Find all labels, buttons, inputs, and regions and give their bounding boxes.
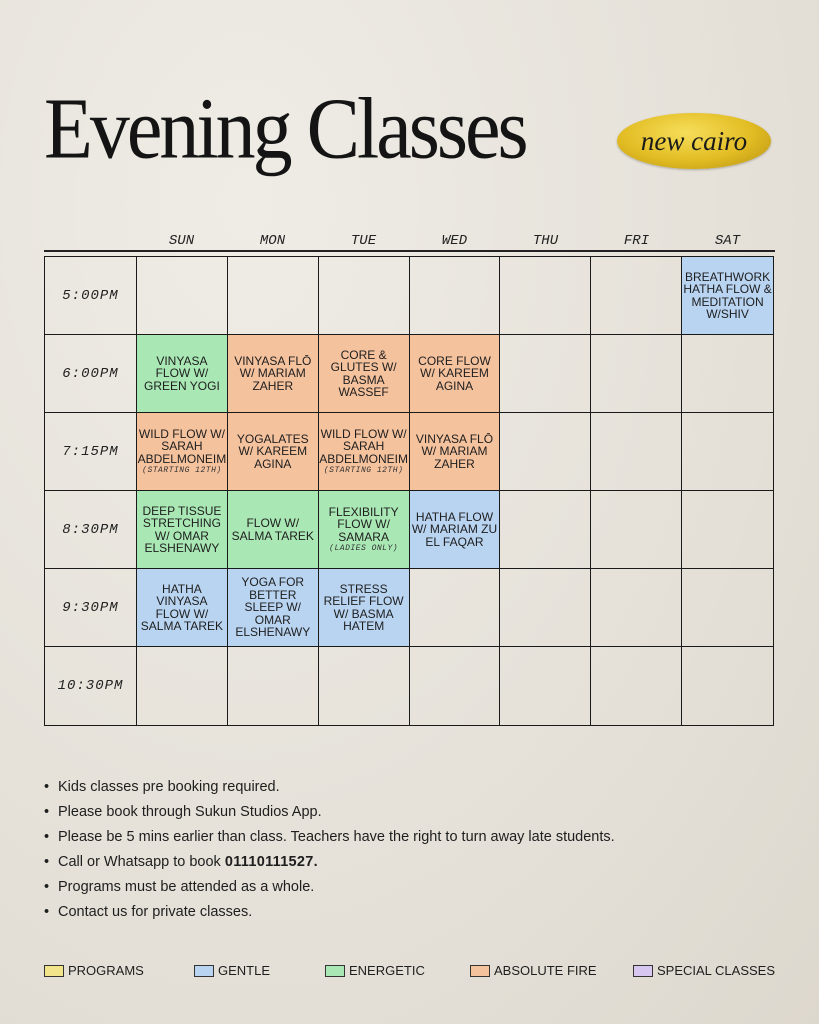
time-slot <box>45 647 137 725</box>
class-block[interactable] <box>682 257 773 335</box>
legend-special-classes: SPECIAL CLASSES <box>633 963 775 978</box>
location-badge: new cairo <box>617 113 771 169</box>
class-block[interactable] <box>228 569 319 647</box>
time-slot <box>45 413 137 491</box>
time-label: 10:30PM <box>57 678 124 694</box>
class-title: FLEXIBILITY FLOW W/ SAMARA <box>328 504 399 544</box>
class-block[interactable] <box>137 491 228 569</box>
day-header-fri: FRI <box>623 233 650 249</box>
time-label: 9:30PM <box>62 599 119 616</box>
legend-programs: PROGRAMS <box>44 963 144 978</box>
schedule-cell <box>591 413 682 491</box>
class-block[interactable] <box>137 413 228 491</box>
note-item: • Call or Whatsapp to book 01110111527. <box>44 854 318 870</box>
schedule-cell <box>591 647 682 725</box>
schedule-cell <box>228 647 319 725</box>
legend-swatch <box>325 965 345 977</box>
class-title: HATHA VINYASA FLOW W/ SALMA TAREK <box>140 581 224 633</box>
time-slot <box>45 335 137 413</box>
class-note: (STARTING 12TH) <box>323 466 404 476</box>
class-title: WILD FLOW W/ SARAH ABDELMONEIM <box>319 426 408 466</box>
legend-gentle: GENTLE <box>194 963 270 978</box>
class-block[interactable] <box>228 491 319 569</box>
day-header-mon: MON <box>259 233 286 249</box>
class-note: (STARTING 12TH) <box>142 466 222 476</box>
schedule-cell <box>228 257 319 335</box>
day-header-tue: TUE <box>350 233 377 249</box>
class-block[interactable] <box>228 335 319 413</box>
legend-swatch <box>633 965 653 977</box>
schedule-cell <box>319 257 410 335</box>
class-title: WILD FLOW W/ SARAH ABDELMONEIM <box>137 426 227 466</box>
schedule-grid <box>44 256 774 726</box>
schedule-cell <box>137 647 228 725</box>
schedule-cell <box>410 257 501 335</box>
class-title: FLOW W/ SALMA TAREK <box>231 516 314 543</box>
page-title: Evening Classes <box>44 81 526 177</box>
schedule-cell <box>591 335 682 413</box>
time-label: 7:15PM <box>62 443 119 460</box>
class-title: YOGALATES W/ KAREEM AGINA <box>236 431 309 471</box>
legend-swatch <box>194 965 214 977</box>
schedule-cell <box>500 647 591 725</box>
class-block[interactable] <box>319 413 410 491</box>
header-divider <box>44 250 775 252</box>
schedule-cell <box>319 647 410 725</box>
phone-number[interactable]: 01110111527. <box>224 854 318 870</box>
class-block[interactable] <box>228 413 319 491</box>
class-block[interactable] <box>137 335 228 413</box>
class-title: VINYASA FLŌ W/ MARIAM ZAHER <box>234 353 312 393</box>
day-header-sun: SUN <box>168 233 195 249</box>
day-header-wed: WED <box>441 233 468 249</box>
legend-absolute-fire: ABSOLUTE FIRE <box>470 963 597 978</box>
note-item: • Kids classes pre booking required. <box>44 779 280 795</box>
class-block[interactable] <box>410 413 501 491</box>
class-block[interactable] <box>137 569 228 647</box>
time-label: 8:30PM <box>62 521 119 538</box>
class-title: HATHA FLOW W/ MARIAM ZU EL FAQAR <box>411 509 498 549</box>
note-item: • Contact us for private classes. <box>44 904 253 920</box>
class-title: VINYASA FLŌ W/ MARIAM ZAHER <box>415 431 494 471</box>
schedule-cell <box>410 569 501 647</box>
class-title: BREATHWORK HATHA FLOW & MEDITATION W/SHIV <box>683 269 772 321</box>
legend-energetic: ENERGETIC <box>325 963 425 978</box>
class-title: YOGA FOR BETTER SLEEP W/ OMAR ELSHENAWY <box>235 575 311 640</box>
class-block[interactable] <box>319 491 410 569</box>
class-note: (LADIES ONLY) <box>329 544 399 554</box>
class-title: CORE & GLUTES W/ BASMA WASSEF <box>330 347 397 399</box>
class-title: VINYASA FLOW W/ GREEN YOGI <box>144 353 220 393</box>
notes-list <box>44 775 784 925</box>
schedule-cell <box>682 413 773 491</box>
legend-swatch <box>470 965 490 977</box>
schedule-cell <box>591 257 682 335</box>
schedule-cell <box>591 569 682 647</box>
schedule-cell <box>682 569 773 647</box>
schedule-cell <box>682 491 773 569</box>
schedule-cell <box>591 491 682 569</box>
class-block[interactable] <box>410 491 501 569</box>
note-item: • Please book through Sukun Studios App. <box>44 804 322 820</box>
class-block[interactable] <box>319 335 410 413</box>
time-slot <box>45 569 137 647</box>
note-item: • Please be 5 mins earlier than class. Teachers have the right to turn away late students. <box>44 829 615 845</box>
class-title: CORE FLOW W/ KAREEM AGINA <box>418 353 491 393</box>
class-block[interactable] <box>319 569 410 647</box>
time-slot <box>45 257 137 335</box>
time-label: 5:00PM <box>62 287 119 304</box>
day-header-sat: SAT <box>714 233 741 249</box>
schedule-cell <box>500 335 591 413</box>
class-title: STRESS RELIEF FLOW W/ BASMA HATEM <box>323 581 404 633</box>
schedule-cell <box>500 413 591 491</box>
time-slot <box>45 491 137 569</box>
schedule-cell <box>500 569 591 647</box>
day-header-thu: THU <box>532 233 559 249</box>
schedule-cell <box>410 647 501 725</box>
schedule-cell <box>682 647 773 725</box>
schedule-cell <box>682 335 773 413</box>
note-item: • Programs must be attended as a whole. <box>44 879 315 895</box>
schedule-cell <box>500 491 591 569</box>
class-title: DEEP TISSUE STRETCHING W/ OMAR ELSHENAWY <box>142 503 222 555</box>
class-block[interactable] <box>410 335 501 413</box>
legend-swatch <box>44 965 64 977</box>
schedule-cell <box>137 257 228 335</box>
schedule-cell <box>500 257 591 335</box>
time-label: 6:00PM <box>62 365 119 382</box>
